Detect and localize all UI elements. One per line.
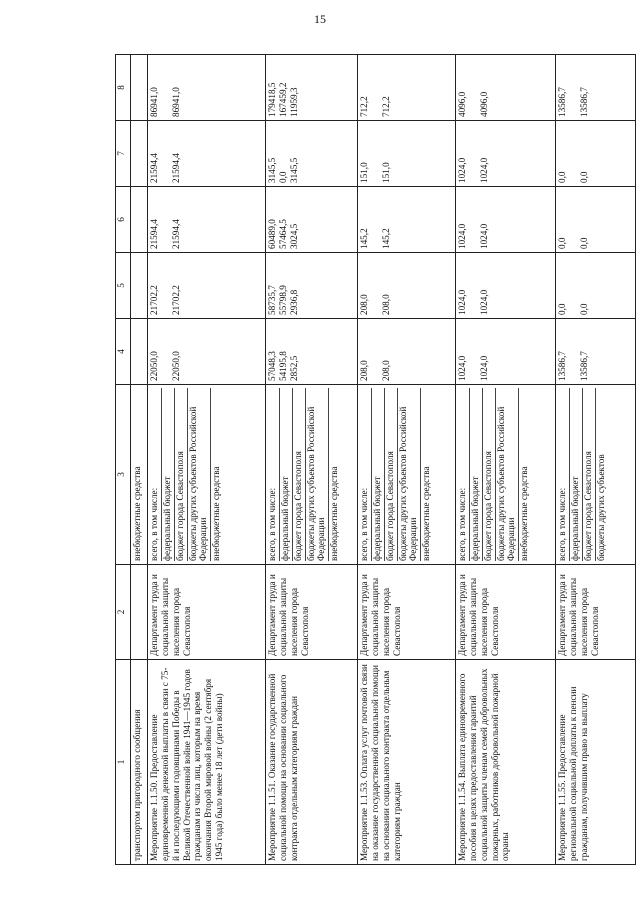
value-cell: 3145,5 0,0 3145,5 — [266, 121, 358, 187]
value-cell: 712,2 712,2 — [358, 55, 456, 121]
source-line: внебюджетные средства — [211, 466, 222, 561]
value-cell: 22050,0 22050,0 — [148, 319, 266, 385]
source-line: всего, в том числе: — [267, 388, 280, 561]
value-cell: 13586,7 13586,7 — [556, 55, 636, 121]
executor-cell: Департамент труда и социальной защиты населения города Севастополя — [148, 565, 266, 660]
source-line: всего, в том числе: — [359, 388, 372, 561]
value-cell: 145,2 145,2 — [358, 187, 456, 253]
rotated-table-container — [115, 55, 635, 865]
financing-table — [115, 54, 636, 865]
measure-cell: Мероприятие 1.1.53. Оплата услуг почтовой связи на оказание государственной социальной помощи на основании социального контракта отдельным категориям граждан — [358, 660, 456, 865]
executor-cell: Департамент труда и социальной защиты населения города Севастополя — [358, 565, 456, 660]
source-line: бюджет города Севастополя — [583, 388, 596, 561]
value-cell: 86941,0 86941,0 — [148, 55, 266, 121]
value-cell: 208,0 208,0 — [358, 253, 456, 319]
value-cell: 0,0 0,0 — [556, 121, 636, 187]
value-cell: 13586,7 13586,7 — [556, 319, 636, 385]
source-line: федеральный бюджет — [162, 388, 175, 561]
continuation-row — [131, 55, 148, 865]
header-cell: 1 — [116, 660, 131, 865]
sources-cell — [456, 385, 556, 565]
header-cell: 7 — [116, 121, 131, 187]
header-cell: 2 — [116, 565, 131, 660]
sources-cell — [556, 385, 636, 565]
header-cell: 8 — [116, 55, 131, 121]
value-cell: 57048,3 54195,8 2852,5 — [266, 319, 358, 385]
value-cell: 179418,5 167459,2 11959,3 — [266, 55, 358, 121]
source-line: федеральный бюджет — [470, 388, 483, 561]
value-cell: 1024,0 1024,0 — [456, 319, 556, 385]
sources-cell — [266, 385, 358, 565]
table-row — [556, 55, 636, 865]
value-cell: 0,0 0,0 — [556, 253, 636, 319]
source-line: федеральный бюджет — [570, 388, 583, 561]
source-line: бюджеты других субъектов Российской Федерации — [306, 388, 330, 561]
value-cell: 58735,7 55798,9 2936,8 — [266, 253, 358, 319]
source-line: бюджет города Севастополя — [175, 388, 188, 561]
source-line: бюджеты других субъектов Российской Федерации — [496, 388, 520, 561]
header-row — [116, 55, 131, 865]
value-cell: 21702,2 21702,2 — [148, 253, 266, 319]
header-cell: 5 — [116, 253, 131, 319]
table-row — [456, 55, 556, 865]
table-row — [358, 55, 456, 865]
source-line: бюджеты других субъектов — [595, 454, 606, 561]
sources-cell — [358, 385, 456, 565]
value-cell: 60489,0 57464,5 3024,5 — [266, 187, 358, 253]
header-cell: 6 — [116, 187, 131, 253]
table-row — [148, 55, 266, 865]
value-cell: 21594,4 21594,4 — [148, 121, 266, 187]
source-line: внебюджетные средства — [421, 466, 432, 561]
measure-cell: Мероприятие 1.1.55. Предоставление региональной социальной доплаты к пенсии гражданам, получившим право на выплату — [556, 660, 636, 865]
source-line: бюджеты других субъектов Российской Федерации — [188, 388, 212, 561]
table-row — [266, 55, 358, 865]
value-cell: 1024,0 1024,0 — [456, 121, 556, 187]
value-cell: 208,0 208,0 — [358, 319, 456, 385]
value-cell: 1024,0 1024,0 — [456, 187, 556, 253]
source-line: всего, в том числе: — [149, 388, 162, 561]
source-line: всего, в том числе: — [557, 388, 570, 561]
measure-cell: Мероприятие 1.1.51. Оказание государственной социальной помощи на основании социального контракта отдельным категориям граждан — [266, 660, 358, 865]
value-cell: 0,0 0,0 — [556, 187, 636, 253]
executor-cell: Департамент труда и социальной защиты населения города Севастополя — [456, 565, 556, 660]
executor-cell: Департамент труда и социальной защиты населения города Севастополя — [556, 565, 636, 660]
executor-cell: Департамент труда и социальной защиты населения города Севастополя — [266, 565, 358, 660]
value-cell: 151,0 151,0 — [358, 121, 456, 187]
source-line: всего, в том числе: — [457, 388, 470, 561]
measure-cell: Мероприятие 1.1.50. Предоставление единовременной денежной выплаты в связи с 75-й и последующими годовщинами Победы в Великой Отечественной войне 1941—1945 годов гражданам из числа лиц, которым на время окончания Второй мировой войны (2 сентября 1945 года) было менее 18 лет (дети войны) — [148, 660, 266, 865]
continuation-source: внебюджетные средства — [131, 385, 148, 565]
header-cell: 3 — [116, 385, 131, 565]
source-line: федеральный бюджет — [372, 388, 385, 561]
measure-cell: Мероприятие 1.1.54. Выплата единовременного пособия в целях предоставления гарантий социальной защиты членам семей добровольных пожарных, работников добровольной пожарной охраны — [456, 660, 556, 865]
sources-cell — [148, 385, 266, 565]
value-cell: 4096,0 4096,0 — [456, 55, 556, 121]
source-line: внебюджетные средства — [329, 466, 340, 561]
value-cell: 1024,0 1024,0 — [456, 253, 556, 319]
source-line: бюджет города Севастополя — [385, 388, 398, 561]
source-line: федеральный бюджет — [280, 388, 293, 561]
source-line: бюджеты других субъектов Российской Федерации — [398, 388, 422, 561]
source-line: бюджет города Севастополя — [293, 388, 306, 561]
value-cell: 21594,4 21594,4 — [148, 187, 266, 253]
source-line: внебюджетные средства — [519, 466, 530, 561]
continuation-measure: транспортом пригородного сообщения — [131, 660, 148, 865]
source-line: бюджет города Севастополя — [483, 388, 496, 561]
page-number: 15 — [314, 12, 326, 26]
header-cell: 4 — [116, 319, 131, 385]
